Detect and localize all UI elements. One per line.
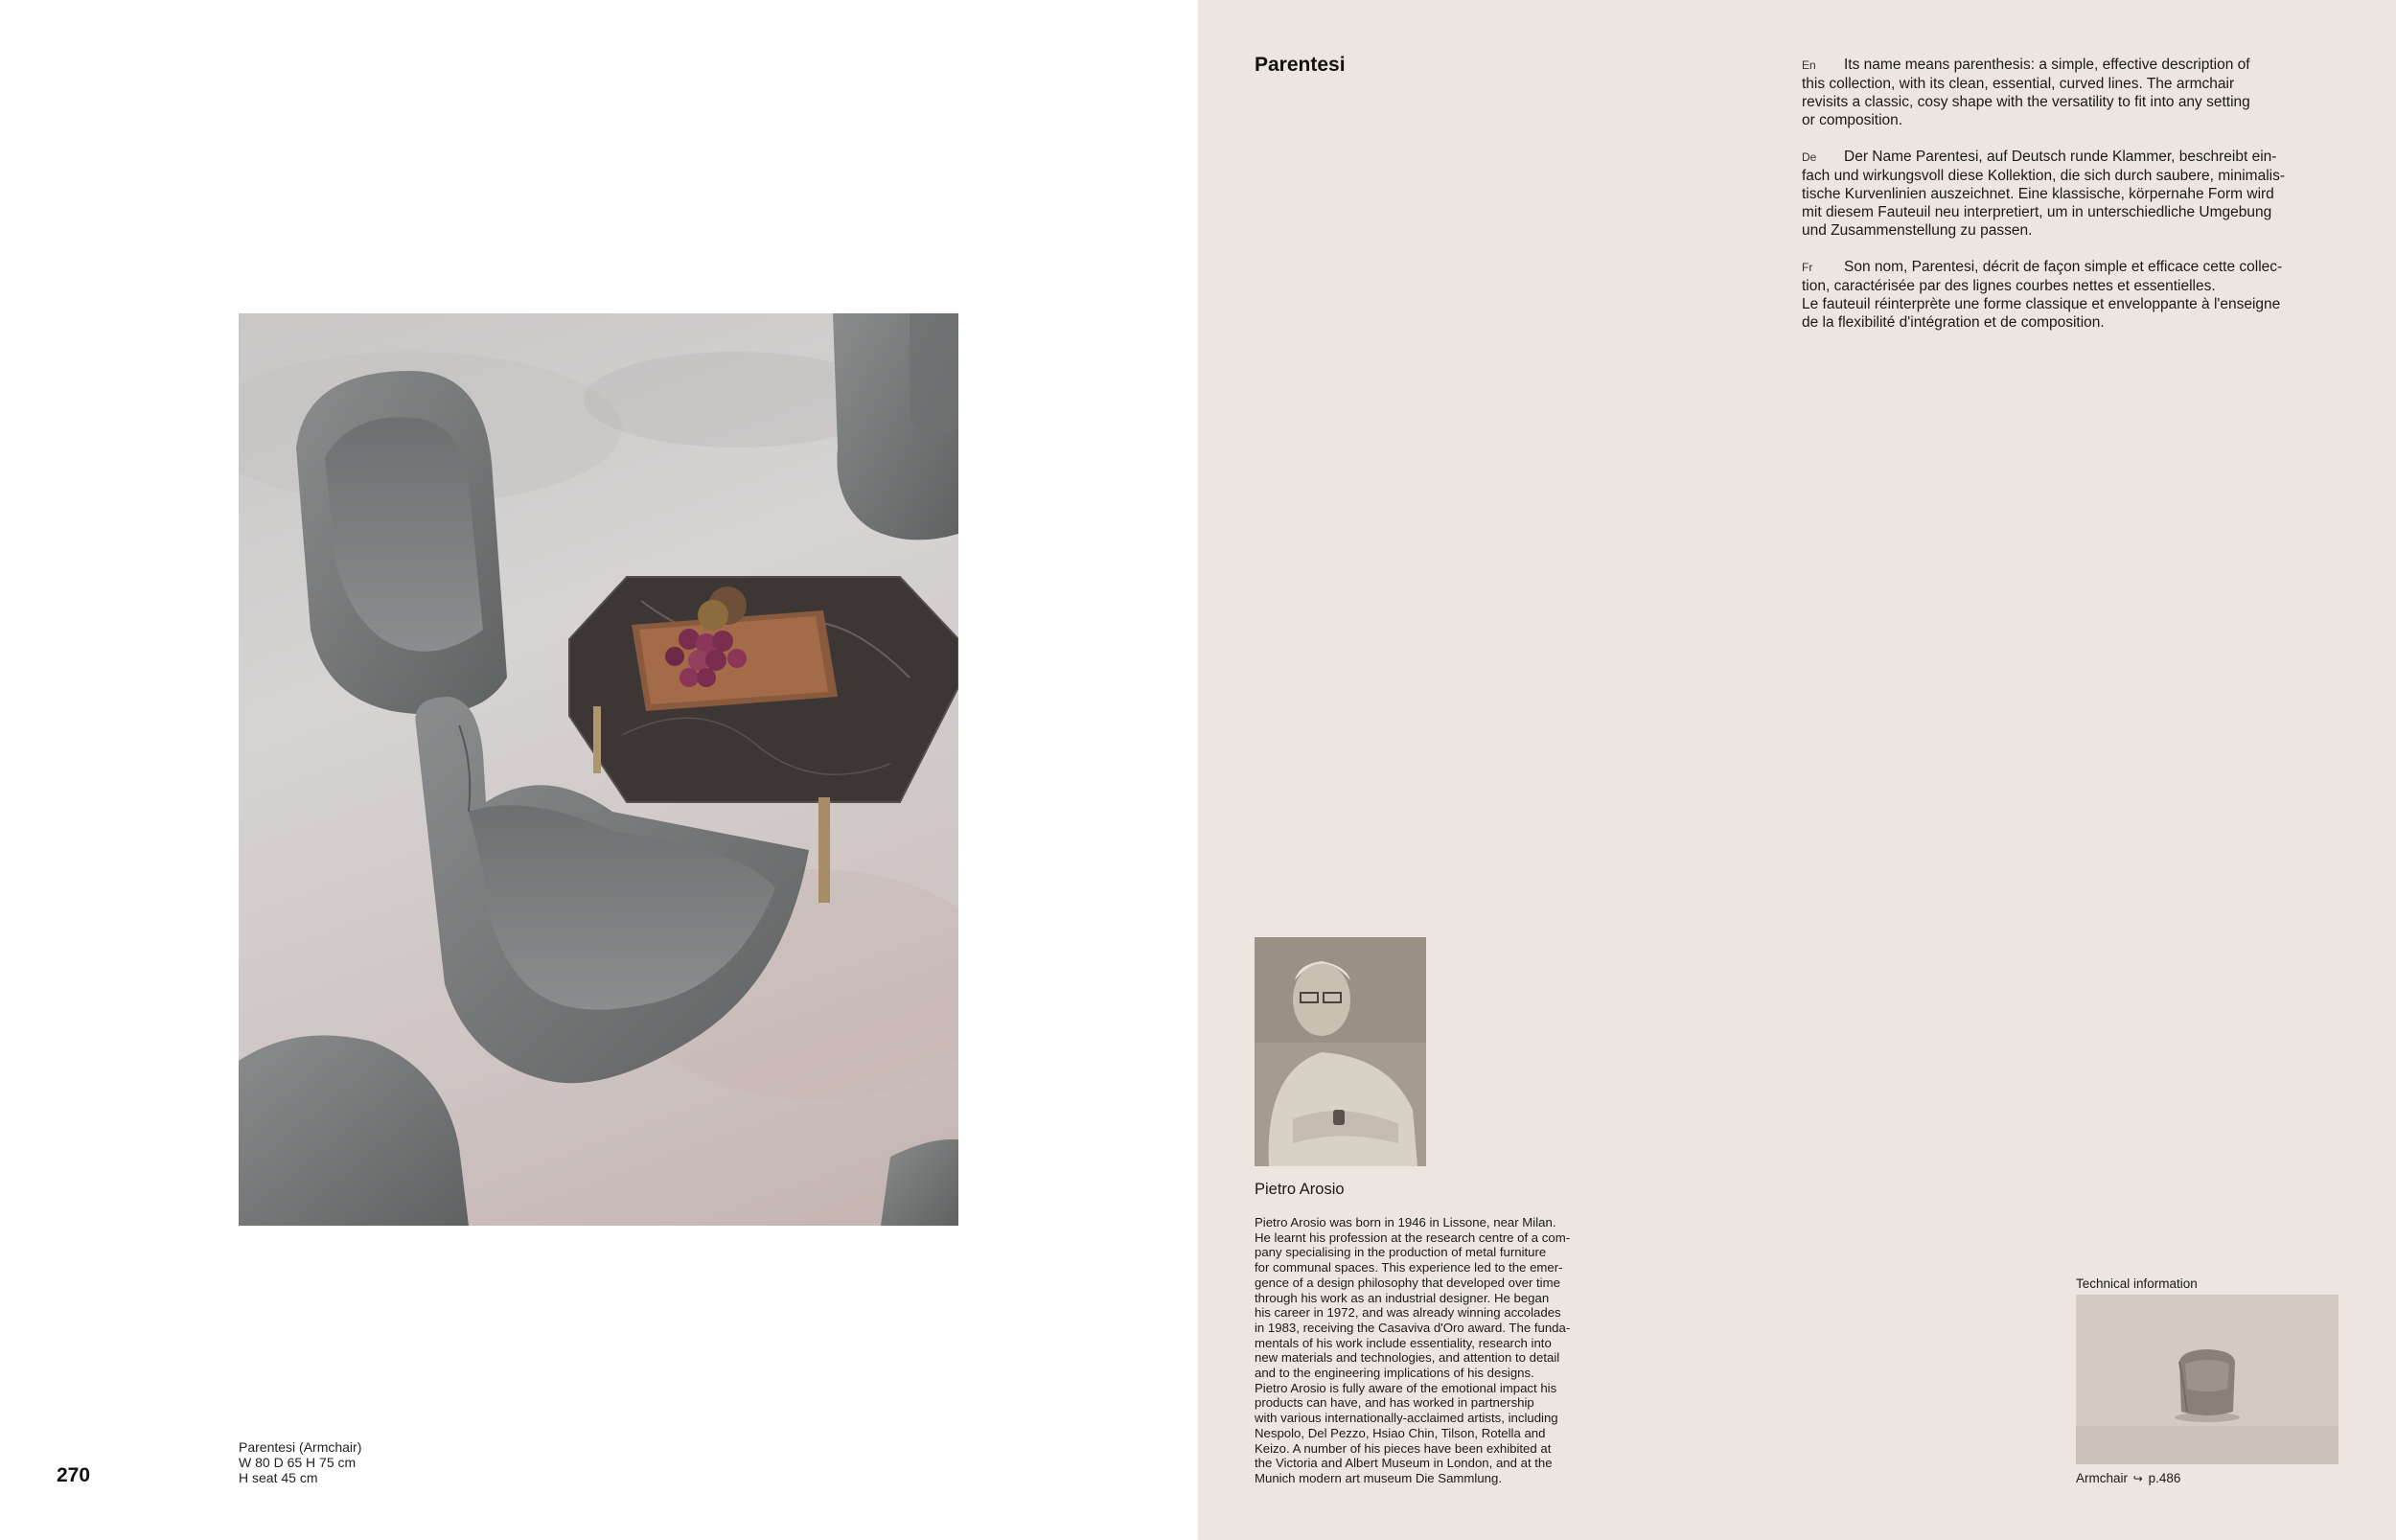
designer-bio bbox=[1255, 1215, 1619, 1486]
description-line: und Zusammenstellung zu passen. bbox=[1802, 222, 2033, 239]
bio-line: mentals of his work include essentiality, research into bbox=[1255, 1335, 1552, 1350]
description-line: or composition. bbox=[1802, 112, 1903, 128]
bio-line: the Victoria and Albert Museum in London, and at the bbox=[1255, 1456, 1553, 1471]
portrait-illustration bbox=[1255, 937, 1426, 1166]
bio-line: pany specialising in the production of metal furniture bbox=[1255, 1245, 1547, 1260]
page-number: 270 bbox=[57, 1464, 91, 1486]
language-code-en: En bbox=[1802, 58, 1816, 72]
language-code-de: De bbox=[1802, 150, 1817, 164]
description-line: revisits a classic, cosy shape with the versatility to fit into any setting bbox=[1802, 94, 2250, 110]
designer-name: Pietro Arosio bbox=[1255, 1181, 1345, 1198]
bio-line: products can have, and has worked in partnership bbox=[1255, 1395, 1534, 1411]
bio-line: He learnt his profession at the research centre of a com- bbox=[1255, 1230, 1571, 1245]
description-line: Fr Son nom, Parentesi, décrit de façon simple et efficace cette collec- bbox=[1802, 259, 2283, 275]
bio-line: for communal spaces. This experience led to the emer- bbox=[1255, 1260, 1563, 1276]
caption-seat-height: H seat 45 cm bbox=[239, 1470, 318, 1485]
bio-line: gence of a design philosophy that developed over time bbox=[1255, 1275, 1560, 1290]
bio-line: his career in 1972, and was already winning accolades bbox=[1255, 1305, 1561, 1321]
caption-product-name: Parentesi (Armchair) bbox=[239, 1439, 362, 1455]
description-line: de la flexibilité d'intégration et de composition. bbox=[1802, 314, 2105, 331]
bio-line: with various internationally-acclaimed artists, including bbox=[1255, 1411, 1558, 1426]
bio-line: Keizo. A number of his pieces have been exhibited at bbox=[1255, 1440, 1552, 1456]
bio-line: and to the engineering implications of his designs. bbox=[1255, 1366, 1534, 1381]
description-line: De Der Name Parentesi, auf Deutsch runde Klammer, beschreibt ein- bbox=[1802, 149, 2277, 165]
bio-line: Munich modern art museum Die Sammlung. bbox=[1255, 1470, 1502, 1485]
product-title: Parentesi bbox=[1255, 54, 1346, 76]
bio-line: Nespolo, Del Pezzo, Hsiao Chin, Tilson, Rotella and bbox=[1255, 1425, 1546, 1440]
product-caption bbox=[239, 1439, 361, 1485]
caption-dimensions: W 80 D 65 H 75 cm bbox=[239, 1455, 357, 1470]
bio-line: Pietro Arosio is fully aware of the emotional impact his bbox=[1255, 1380, 1557, 1395]
language-code-fr: Fr bbox=[1802, 261, 1813, 274]
bio-line: through his work as an industrial designer. He began bbox=[1255, 1290, 1550, 1305]
description-german bbox=[1802, 148, 2338, 240]
page-ref-arrow-icon: ↪ bbox=[2132, 1472, 2143, 1485]
product-description bbox=[1802, 56, 2338, 350]
armchair-page-reference[interactable] bbox=[2076, 1471, 2180, 1485]
designer-portrait bbox=[1255, 937, 1426, 1166]
description-line: this collection, with its clean, essential, curved lines. The armchair bbox=[1802, 76, 2235, 92]
tech-item-name: Armchair bbox=[2076, 1471, 2129, 1485]
tech-page-ref: p.486 bbox=[2148, 1471, 2181, 1485]
description-line: tion, caractérisée par des lignes courbes nettes et essentielles. bbox=[1802, 278, 2216, 294]
description-line: mit diesem Fauteuil neu interpretiert, um in unterschiedliche Umgebung bbox=[1802, 204, 2272, 220]
technical-information-label: Technical information bbox=[2076, 1276, 2198, 1291]
bio-line: Pietro Arosio was born in 1946 in Lissone, near Milan. bbox=[1255, 1215, 1556, 1230]
description-line: fach und wirkungsvoll diese Kollektion, die sich durch saubere, minimalis- bbox=[1802, 168, 2285, 184]
armchair-thumbnail-illustration bbox=[2076, 1295, 2338, 1464]
armchair-thumbnail[interactable] bbox=[2076, 1295, 2338, 1464]
bio-line: new materials and technologies, and attention to detail bbox=[1255, 1350, 1560, 1366]
description-line: En Its name means parenthesis: a simple, effective description of bbox=[1802, 57, 2250, 73]
bio-line: in 1983, receiving the Casaviva d'Oro award. The funda- bbox=[1255, 1320, 1571, 1335]
photo-illustration bbox=[239, 313, 958, 1226]
description-line: tische Kurvenlinien auszeichnet. Eine klassische, körpernahe Form wird bbox=[1802, 186, 2274, 202]
description-english bbox=[1802, 56, 2338, 129]
product-photo-armchairs-and-table bbox=[239, 313, 958, 1226]
description-line: Le fauteuil réinterprète une forme classique et enveloppante à l'enseigne bbox=[1802, 296, 2281, 312]
description-french bbox=[1802, 258, 2338, 332]
